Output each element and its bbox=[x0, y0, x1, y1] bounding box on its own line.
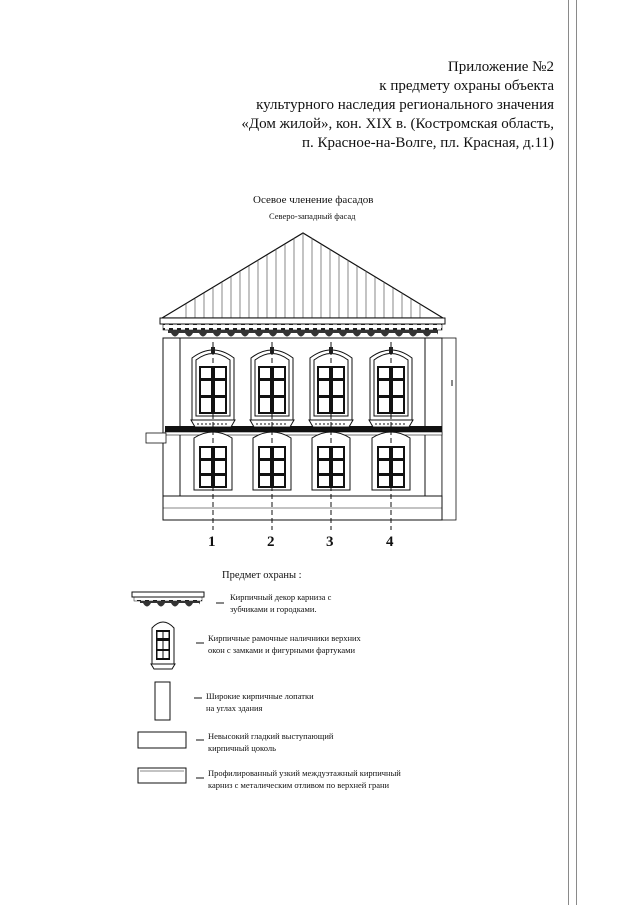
axis-number: 3 bbox=[326, 534, 334, 550]
header-line: п. Красное-на-Волге, пл. Красная, д.11) bbox=[301, 135, 554, 151]
plinth-icon bbox=[138, 732, 186, 748]
cornice-icon bbox=[132, 592, 204, 609]
legend-line: Широкие кирпичные лопатки bbox=[206, 691, 314, 701]
side-wall bbox=[442, 338, 456, 520]
legend-line: окон с замками и фигурными фартуками bbox=[208, 645, 356, 655]
legend-line: Кирпичные рамочные наличники верхних bbox=[208, 633, 361, 643]
drawing-subtitle: Северо-западный фасад bbox=[269, 211, 356, 221]
legend-item-text bbox=[208, 767, 401, 791]
main-cornice bbox=[160, 318, 445, 338]
legend-item-text bbox=[206, 690, 314, 714]
legend-item-text bbox=[208, 730, 333, 754]
roof bbox=[162, 233, 443, 318]
legend-line: на углах здания bbox=[206, 703, 263, 713]
legend-line: карниз с металическим отливом по верхней грани bbox=[208, 780, 390, 790]
legend-title: Предмет охраны : bbox=[222, 570, 302, 581]
window-frame-icon bbox=[151, 622, 175, 669]
legend-item-text bbox=[230, 591, 331, 615]
legend-line: Кирпичный декор карниза с bbox=[230, 592, 332, 602]
belt-cornice-icon bbox=[138, 768, 186, 783]
header-line: культурного наследия регионального значения bbox=[256, 97, 554, 113]
legend-line: Невысокий гладкий выступающий bbox=[208, 731, 334, 741]
axis-number: 1 bbox=[208, 534, 216, 550]
header-line: к предмету охраны объекта bbox=[379, 78, 554, 94]
header-line: Приложение №2 bbox=[447, 59, 554, 75]
legend-line: Профилированный узкий междуэтажный кирпичный bbox=[208, 768, 401, 778]
drawing-title: Осевое членение фасадов bbox=[253, 194, 374, 206]
legend-line: зубчиками и городками. bbox=[230, 604, 317, 614]
header-line: «Дом жилой», кон. XIX в. (Костромская область, bbox=[241, 116, 554, 132]
pilaster-icon bbox=[155, 682, 170, 720]
legend-line: кирпичный цоколь bbox=[208, 743, 276, 753]
legend-item-text bbox=[208, 632, 361, 656]
axis-number: 4 bbox=[386, 534, 394, 550]
axis-number: 2 bbox=[267, 534, 275, 550]
